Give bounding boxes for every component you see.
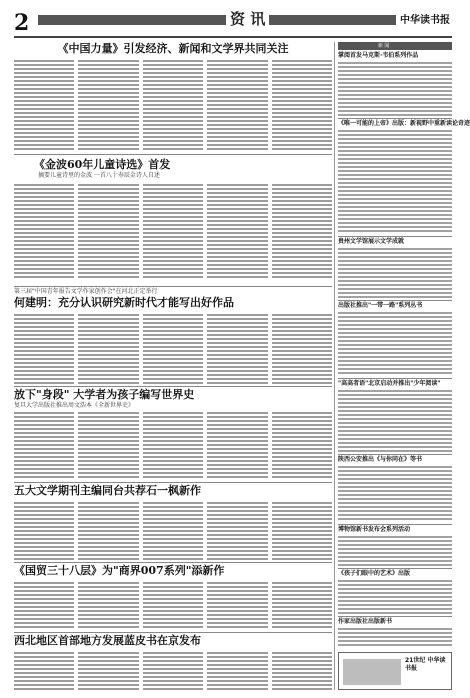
article-body [14,502,332,560]
article [14,484,332,560]
ad-text: 21世纪 中华读书报 [405,657,446,672]
article-subhead: 复旦大学出版社推出周文浩本《全新世界史》 [14,402,135,409]
sidebar-headline: "高高者语"北京启动并推出"少年阅读" [338,380,441,387]
article [14,42,332,150]
article [14,388,332,478]
article-body [14,582,332,630]
article-body [14,652,332,690]
divider [338,616,452,617]
advertisement [338,652,452,690]
article-headline: 《金波60年儿童诗选》首发 [34,158,171,171]
divider [14,154,332,155]
masthead-rule [14,36,452,38]
divider [338,454,452,455]
divider [338,118,452,119]
sidebar-body [338,248,452,298]
sidebar-body [338,628,452,648]
divider [14,562,332,563]
sidebar-body [338,130,452,232]
divider [14,286,332,287]
brand-logo: 中华读书报 [396,11,450,26]
sidebar-item [338,380,452,452]
sidebar-headline: 《孩子们眼中的艺术》出版 [338,570,411,577]
sidebar-body [338,62,452,116]
article-subhead: 第三届"中国青年报告文学作家创作会"在河北正定举行 [14,288,158,295]
divider [14,632,332,633]
page-number: 2 [14,10,30,36]
column-divider [334,42,335,690]
sidebar-tag: 新 闻 [338,42,452,50]
article-headline: 《国贸三十八层》为"商界007系列"添新作 [14,564,225,577]
sidebar-item [338,618,452,648]
divider [338,300,452,301]
article [14,288,332,384]
sidebar-headline: 陕西公安推出《与你同在》等书 [338,456,423,463]
divider [338,236,452,237]
sidebar-headline: 掌阅首发马克斯·韦伯系列作品 [338,52,419,59]
article-headline: 何建明：充分认识研究新时代才能写出好作品 [14,296,234,309]
sidebar-item [338,238,452,298]
article-headline: 放下"身段" 大学者为孩子编写世界史 [14,388,195,401]
ad-image [343,659,401,685]
sidebar-body [338,390,452,452]
divider [338,524,452,525]
sidebar-item [338,526,452,566]
sidebar-body [338,536,452,566]
section-title: 资 讯 [226,8,269,29]
divider [14,386,332,387]
main-column [14,42,332,690]
divider [14,482,332,483]
sidebar-item [338,302,452,376]
article-headline: 西北地区首部地方发展蓝皮书在京发布 [14,634,201,647]
sidebar-body [338,312,452,376]
article [14,158,332,282]
sidebar [338,42,470,690]
divider [338,568,452,569]
article-body [14,314,332,384]
divider [338,378,452,379]
sidebar-item [338,456,452,522]
article-headline: 《中国力量》引发经济、新闻和文学界共同关注 [57,42,289,55]
article [14,634,332,690]
sidebar-body [338,466,452,522]
article-body [14,184,332,280]
article-body [14,412,332,478]
sidebar-headline: 贵州文学馆展示文学成就 [338,238,405,245]
article-subhead: 摘要儿童诗里的金波 一首八十寿辰金诗人自述 [38,172,160,179]
sidebar-item [338,120,470,232]
article-headline: 五大文学期刊主编同台共荐石一枫新作 [14,484,201,497]
sidebar-headline: 出版社推出"一带一路"系列丛书 [338,302,423,309]
sidebar-headline: 博物馆新书发布会系列活动 [338,526,411,533]
sidebar-headline: 作家出版社出版新书 [338,618,393,625]
sidebar-item [338,52,452,116]
article [14,564,332,630]
sidebar-body [338,580,452,614]
sidebar-item [338,570,452,614]
sidebar-headline: 《唯一可能的上帝》出版：新视野中重新读论奇迹 [338,120,470,127]
article-body [14,60,332,150]
